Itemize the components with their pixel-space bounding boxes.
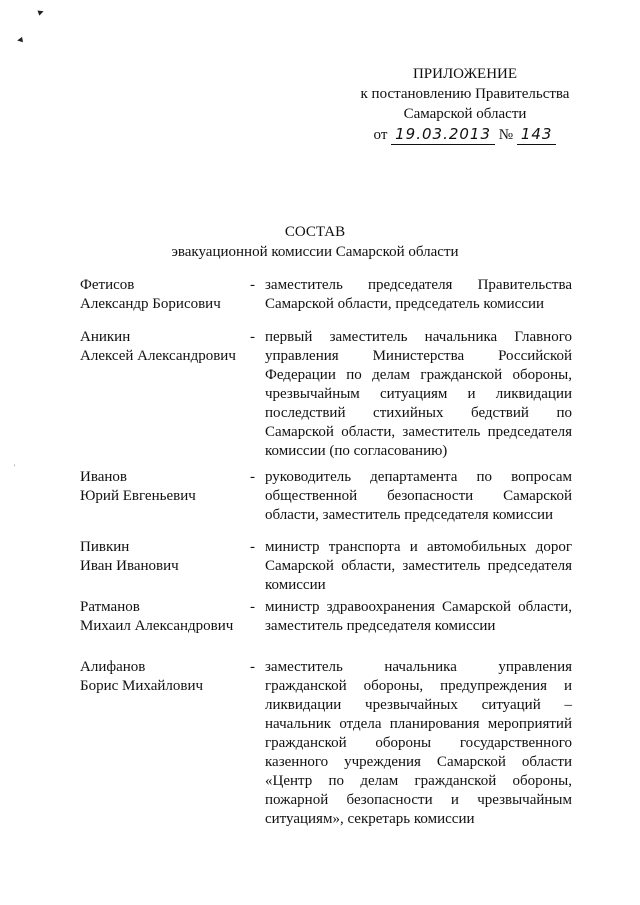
member-given-names: Юрий Евгеньевич [80,488,196,504]
member-given-names: Борис Михайлович [80,678,204,694]
member-surname: Алифанов [80,659,146,675]
member-given-names: Иван Иванович [80,558,179,574]
dash-separator: - [250,659,255,675]
member-name [80,538,255,576]
dash-separator: - [250,539,255,555]
member-given-names: Алексей Александрович [80,348,236,364]
member-role: руководитель департамента по вопросам общественной безопасности Самарской области, заместитель председателя комиссии [265,469,572,523]
appendix-resolution-line: к постановлению Правительства [360,86,570,102]
member-name [80,468,255,506]
dash-separator: - [250,277,255,293]
appendix-heading: ПРИЛОЖЕНИЕ [412,66,518,82]
dash-separator: - [250,599,255,615]
member-surname: Пивкин [80,539,130,555]
handwritten-date: 19.03.2013 [391,124,495,145]
number-prefix: № [498,127,514,143]
member-name [80,598,255,636]
title-main: СОСТАВ [284,224,346,240]
dash-separator: - [250,329,255,345]
handwritten-number: 143 [517,124,557,145]
member-role: первый заместитель начальника Главного управления Министерства Российской Федерации по делам гражданской обороны, чрезвычайным ситуациям и ликвидации последствий стихийных бедствий по Самарской области, заместитель председателя комиссии (по согласованию) [265,329,572,459]
member-name [80,658,255,696]
appendix-date-line [340,124,590,145]
member-role: заместитель председателя Правительства Самарской области, председатель комиссии [265,277,572,312]
member-surname: Ратманов [80,599,140,615]
margin-mark: ▸ [36,5,46,19]
margin-tick: ' [14,463,16,472]
member-role: министр транспорта и автомобильных дорог Самарской области, заместитель председателя комиссии [265,539,572,593]
member-given-names: Михаил Александрович [80,618,234,634]
dash-separator: - [250,469,255,485]
member-name [80,276,255,314]
appendix-header [340,64,590,145]
member-role: заместитель начальника управления гражданской обороны, предупреждения и ликвидации чрезвычайных ситуаций – начальник отдела планирования мероприятий гражданской обороны государственного казенного учреждения Самарской области «Центр по делам гражданской обороны, пожарной безопасности и чрезвычайным ситуациям», секретарь комиссии [265,659,572,827]
appendix-region-line: Самарской области [403,106,527,122]
member-surname: Иванов [80,469,127,485]
title-subtitle: эвакуационной комиссии Самарской области [171,244,459,260]
member-given-names: Александр Борисович [80,296,221,312]
date-prefix: от [373,127,388,143]
member-role: министр здравоохранения Самарской области, заместитель председателя комиссии [265,599,572,634]
member-surname: Фетисов [80,277,135,293]
member-name [80,328,255,366]
member-surname: Аникин [80,329,131,345]
margin-mark: ◂ [16,33,24,47]
document-title [0,222,640,262]
